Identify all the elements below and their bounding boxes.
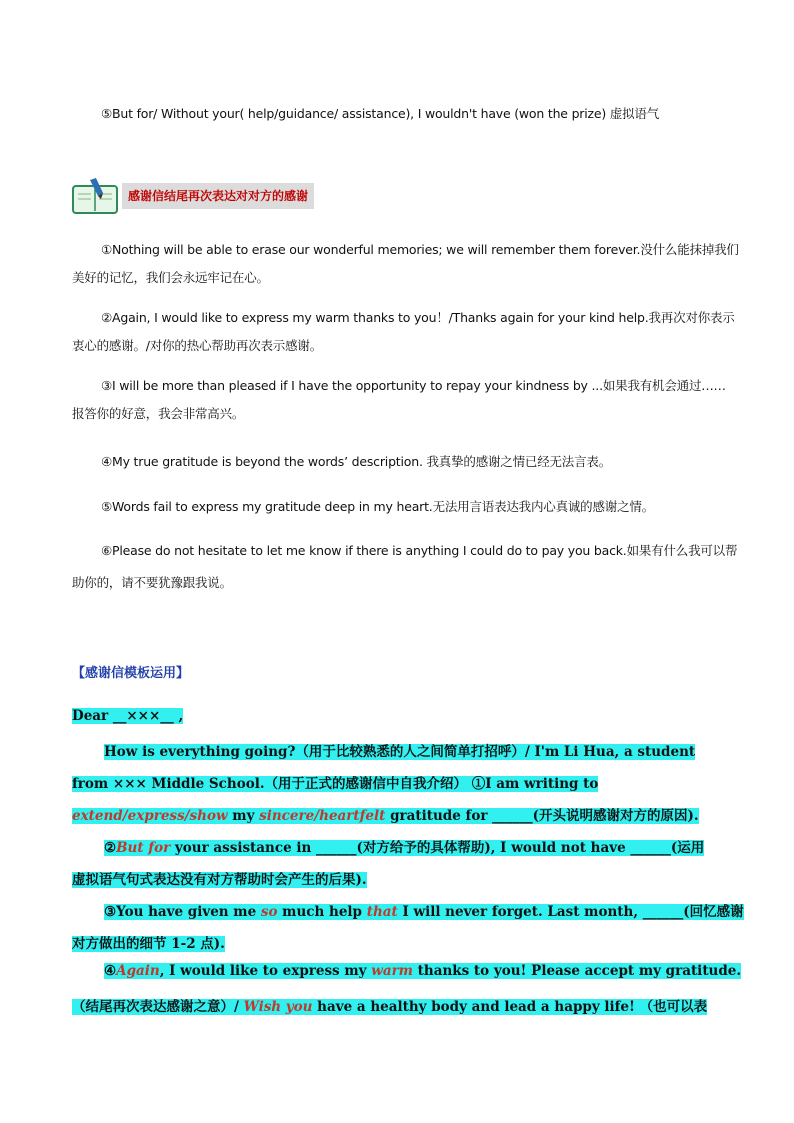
- closing-item-2: ②Again, I would like to express my warm thanks to you！/Thanks again for your kind help.我再次对你表示: [101, 310, 735, 325]
- red-phrase-but-for: But for: [116, 840, 171, 856]
- red-word-warm: warm: [371, 963, 413, 979]
- book-pencil-icon: [72, 178, 118, 214]
- template-line-6: [72, 900, 754, 920]
- template-line-2-text: from ××× Middle School.（用于正式的感谢信中自我介绍） ①I am writing to: [72, 776, 599, 792]
- section-title: 感谢信结尾再次表达对对方的感谢: [122, 183, 314, 209]
- closing-item-1: ①Nothing will be able to erase our wonderful memories; we will remember them forever.没什么能抹掉我们: [101, 242, 739, 257]
- closing-item-5: ⑤Words fail to express my gratitude deep in my heart.无法用言语表达我内心真诚的感谢之情。: [101, 499, 654, 514]
- closing-item-3-cont: 报答你的好意，我会非常高兴。: [72, 406, 245, 421]
- template-line-7-text: 对方做出的细节 1-2 点).: [72, 936, 225, 952]
- red-word-that: that: [366, 904, 398, 920]
- closing-item-3: ③I will be more than pleased if I have the opportunity to repay your kindness by ...如果我有机会通过……: [101, 378, 726, 393]
- section-header: [72, 178, 336, 214]
- expression-item-5: ⑤But for/ Without your( help/guidance/ assistance), I wouldn't have (won the prize) 虚拟语气: [101, 106, 660, 121]
- template-line-3-end: gratitude for ______(开头说明感谢对方的原因).: [385, 808, 699, 824]
- template-line-5: [72, 868, 722, 888]
- template-line-1: [72, 740, 754, 760]
- template-line-8-b: thanks to you! Please accept my gratitude.: [412, 963, 742, 979]
- closing-item-2-cont: 衷心的感谢。/对你的热心帮助再次表示感谢。: [72, 338, 323, 353]
- template-line-2: [72, 772, 722, 792]
- red-phrase-extend: extend/express/show: [72, 808, 228, 824]
- template-line-7: [72, 932, 722, 952]
- template-line-6-b: much help: [277, 904, 367, 920]
- circled-four: ④: [104, 963, 117, 979]
- closing-item-4: ④My true gratitude is beyond the words’ description. 我真挚的感谢之情已经无法言表。: [101, 454, 611, 469]
- template-line-1-text: How is everything going?（用于比较熟悉的人之间简单打招呼）/ I'm Li Hua, a student: [104, 744, 696, 760]
- template-line-4-rest: your assistance in ______(对方给予的具体帮助), I would not have ______(运用: [170, 840, 705, 856]
- template-line-9-b: have a healthy body and lead a happy life! （也可以表: [312, 999, 708, 1015]
- template-line-3: [72, 804, 722, 824]
- closing-item-6-cont: 助你的，请不要犹豫跟我说。: [72, 575, 232, 590]
- red-word-so: so: [260, 904, 278, 920]
- closing-item-1-cont: 美好的记忆，我们会永远牢记在心。: [72, 270, 269, 285]
- closing-item-6: ⑥Please do not hesitate to let me know if there is anything I could do to pay you back.如果有什么我可以帮: [101, 543, 738, 558]
- template-line-3-mid: my: [227, 808, 260, 824]
- circled-two: ②: [104, 840, 117, 856]
- red-phrase-sincere: sincere/heartfelt: [259, 808, 386, 824]
- template-line-8-a: , I would like to express my: [159, 963, 372, 979]
- template-line-6-c: I will never forget. Last month, ______(回忆感谢: [397, 904, 744, 920]
- template-title: 【感谢信模板运用】: [72, 666, 190, 681]
- red-phrase-wish-you: Wish you: [243, 999, 313, 1015]
- template-line-6-a: ③You have given me: [104, 904, 261, 920]
- template-dear-text: Dear __×××__ ,: [72, 708, 184, 724]
- template-line-9-a: （结尾再次表达感谢之意）/: [72, 999, 244, 1015]
- red-word-again: Again: [116, 963, 160, 979]
- template-line-5-text: 虚拟语气句式表达没有对方帮助时会产生的后果).: [72, 872, 367, 888]
- template-dear: [72, 708, 722, 724]
- template-line-9: [72, 995, 722, 1015]
- template-line-4: [72, 836, 754, 856]
- template-line-8: [72, 963, 754, 979]
